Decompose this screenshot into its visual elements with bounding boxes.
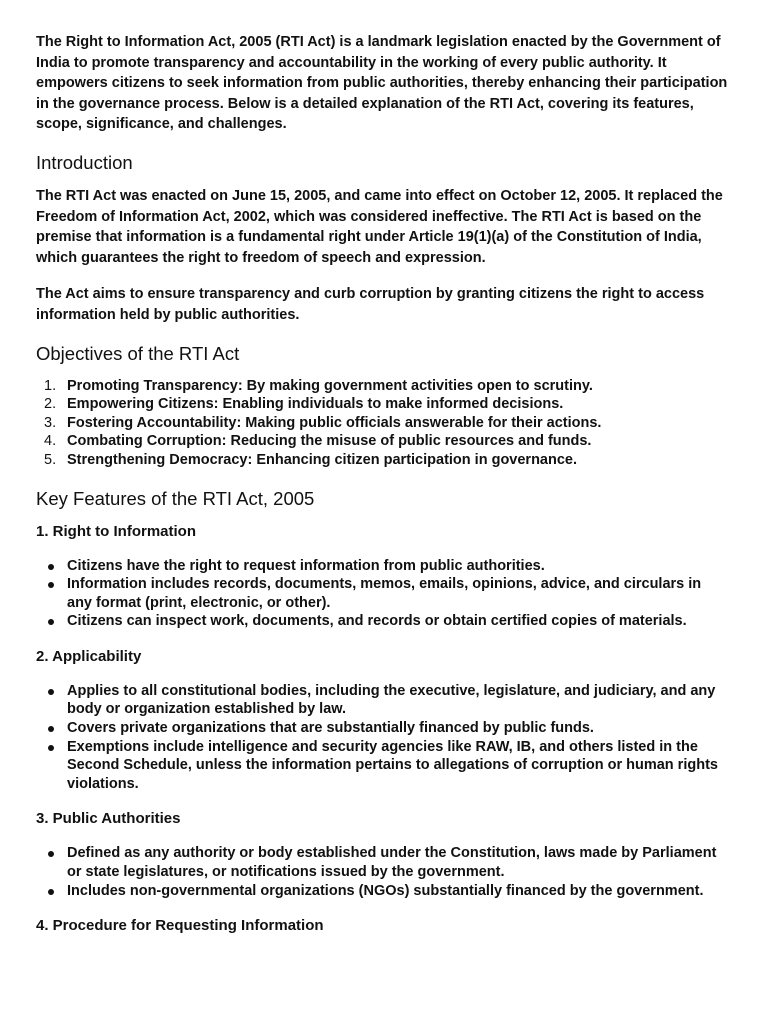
public-authorities-subheading: 3. Public Authorities [36, 810, 181, 828]
list-item [36, 377, 730, 396]
bullet-icon [48, 745, 54, 751]
list-item-text: Citizens can inspect work, documents, and records or obtain certified copies of materials. [67, 613, 687, 630]
document-body [36, 32, 730, 936]
list-number: 4. [44, 433, 57, 450]
key-features-heading: Key Features of the RTI Act, 2005 [36, 487, 315, 509]
bullet-icon [48, 889, 54, 895]
introduction-heading: Introduction [36, 151, 133, 173]
applicability-list [36, 682, 730, 794]
list-number: 3. [44, 414, 57, 431]
introduction-paragraph-2: The Act aims to ensure transparency and curb corruption by granting citizens the right to access information held by public authorities. [36, 286, 705, 323]
list-item [36, 451, 730, 470]
list-item [36, 575, 730, 612]
list-item-text: Covers private organizations that are substantially financed by public funds. [67, 720, 594, 737]
procedure-subheading: 4. Procedure for Requesting Information [36, 917, 324, 935]
list-item-text: Fostering Accountability: Making public officials answerable for their actions. [67, 414, 602, 431]
objectives-heading: Objectives of the RTI Act [36, 342, 240, 364]
intro-paragraph: The Right to Information Act, 2005 (RTI Act) is a landmark legislation enacted by the Government of India to promote transparency and accountability in the working of every public authority. It empowers citizens to seek information from public authorities, thereby enhancing their participation in the governance process. Below is a detailed explanation of the RTI Act, covering its features, scope, significance, and challenges. [36, 34, 728, 133]
list-item-text: Exemptions include intelligence and security agencies like RAW, IB, and others listed in the Second Schedule, unless the information pertains to allegations of corruption or human rights violations. [67, 738, 718, 792]
applicability-subheading: 2. Applicability [36, 647, 142, 665]
list-item [36, 395, 730, 414]
list-item-text: Defined as any authority or body established under the Constitution, laws made by Parliament or state legislatures, or notifications issued by the government. [67, 845, 717, 881]
list-item [36, 414, 730, 433]
list-number: 2. [44, 396, 57, 413]
bullet-icon [48, 689, 54, 695]
list-item-text: Includes non-governmental organizations (NGOs) substantially financed by the government. [67, 882, 704, 899]
list-item [36, 844, 730, 881]
list-item-text: Combating Corruption: Reducing the misuse of public resources and funds. [67, 433, 592, 450]
introduction-paragraph-1: The RTI Act was enacted on June 15, 2005, and came into effect on October 12, 2005. It replaced the Freedom of Information Act, 2002, which was considered ineffective. The RTI Act is based on the premise that information is a fundamental right under Article 19(1)(a) of the Constitution of India, which guarantees the right to freedom of speech and expression. [36, 187, 723, 266]
list-item [36, 719, 730, 738]
bullet-icon [48, 582, 54, 588]
list-item-text: Promoting Transparency: By making government activities open to scrutiny. [67, 377, 593, 394]
bullet-icon [48, 619, 54, 625]
list-number: 5. [44, 451, 57, 468]
list-item [36, 882, 730, 901]
right-to-information-subheading: 1. Right to Information [36, 522, 196, 540]
list-item-text: Applies to all constitutional bodies, including the executive, legislature, and judiciary, and any body or organization established by law. [67, 682, 716, 718]
list-item-text: Strengthening Democracy: Enhancing citizen participation in governance. [67, 451, 578, 468]
right-to-information-list [36, 557, 730, 631]
public-authorities-list [36, 844, 730, 900]
bullet-icon [48, 564, 54, 570]
bullet-icon [48, 726, 54, 732]
list-item [36, 557, 730, 576]
list-number: 1. [44, 377, 57, 394]
list-item [36, 432, 730, 451]
list-item [36, 682, 730, 719]
bullet-icon [48, 851, 54, 857]
list-item-text: Citizens have the right to request information from public authorities. [67, 557, 545, 574]
objectives-list [36, 377, 730, 470]
list-item-text: Information includes records, documents, memos, emails, opinions, advice, and circulars in any format (print, electronic, or other). [67, 576, 702, 611]
list-item [36, 738, 730, 794]
list-item [36, 612, 730, 631]
list-item-text: Empowering Citizens: Enabling individuals to make informed decisions. [67, 396, 564, 413]
